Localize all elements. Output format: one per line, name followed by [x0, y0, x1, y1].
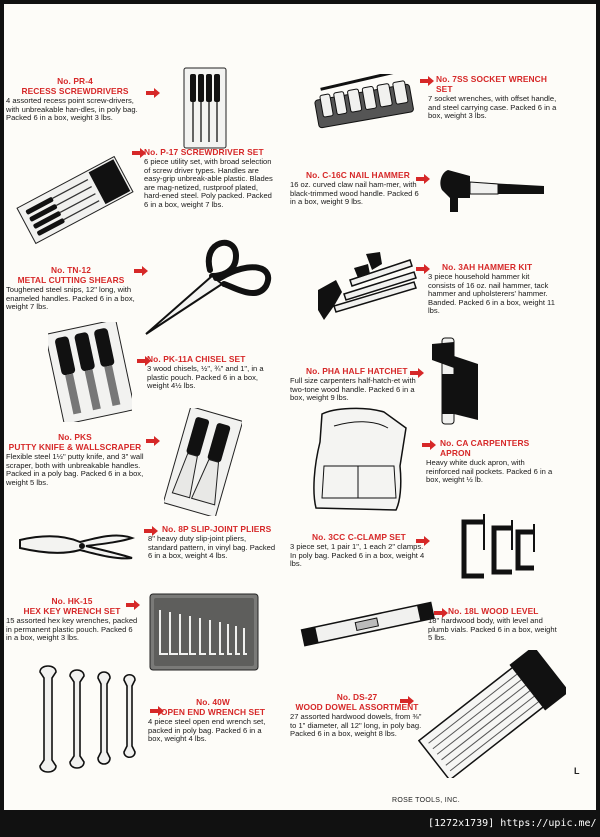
item-description: Flexible steel 1½" putty knife, and 3" wall scraper, both with unbreakable handles. Packed in a poly bag. Packed 6 in a box, weight 5 lbs.	[6, 452, 144, 487]
wood-dowel-assortment-illustration	[418, 650, 566, 778]
red-arrow-icon	[416, 536, 430, 546]
item-p17	[144, 147, 276, 210]
item-description: 4 piece steel open end wrench set, packed in poly bag. Packed 6 in a box, weight 4 lbs.	[148, 717, 266, 744]
item-pha	[290, 366, 420, 403]
item-title: No. C-16C NAIL HAMMER	[306, 170, 410, 180]
item-title: No. HK-15	[51, 596, 93, 606]
half-hatchet-illustration	[424, 334, 484, 428]
item-subtitle: WOOD DOWEL ASSORTMENT	[295, 702, 419, 712]
image-stamp: [1272x1739] https://upic.me/	[428, 818, 597, 829]
screwdriver-set-illustration	[176, 66, 236, 150]
item-description: 3 piece set, 1 pair 1", 1 each 2" clamps. In poly bag. Packed 6 in a box, weight 4 lbs.	[290, 542, 425, 569]
slip-joint-pliers-illustration	[16, 524, 136, 564]
item-title: No. PK-11A CHISEL SET	[147, 354, 246, 364]
item-3ah	[428, 262, 558, 316]
item-description: 4 assorted recess point screw-drivers, with unbreakable han-dles, in poly bag. Packed 6 in a box, weight 3 lbs.	[6, 96, 138, 123]
item-7ss	[428, 74, 558, 121]
red-arrow-icon	[416, 174, 430, 184]
item-title: No. 7SS SOCKET WRENCH SET	[436, 74, 547, 94]
screwdriver-set-card-illustration	[16, 152, 134, 248]
item-title: No. 3AH HAMMER KIT	[442, 262, 533, 272]
item-title: No. PKS	[58, 432, 92, 442]
item-title: No. 40W	[196, 697, 230, 707]
item-40w	[148, 697, 278, 744]
socket-wrench-set-illustration	[310, 74, 418, 136]
c-clamp-set-illustration	[454, 510, 540, 588]
catalog-page	[4, 4, 596, 810]
wood-level-illustration	[298, 600, 438, 650]
item-pks	[6, 432, 144, 487]
nail-hammer-illustration	[436, 164, 548, 216]
item-title: No. TN-12	[51, 265, 91, 275]
item-subtitle: OPEN END WRENCH SET	[160, 707, 266, 717]
red-arrow-icon	[126, 600, 140, 610]
item-pr4	[6, 76, 144, 123]
item-description: 3 piece household hammer kit consists of 16 oz. nail hammer, tack hammer and upholsterers' hammer. Banded. Packed 6 in a box, weight 11 lbs.	[428, 272, 555, 316]
item-description: Full size carpenters half-hatch-et with two-tone wood handle. Packed 6 in a box, weight 9 lbs.	[290, 376, 416, 403]
item-subtitle: PUTTY KNIFE & WALLSCRAPER	[8, 442, 142, 452]
red-arrow-icon	[410, 368, 424, 378]
item-hk15	[6, 596, 138, 643]
item-title: No. PHA HALF HATCHET	[306, 366, 408, 376]
item-tn12	[6, 265, 136, 312]
page-letter: L	[574, 766, 580, 776]
item-description: 27 assorted hardwood dowels, from ⅜" to 1" diameter, all 12" long, in poly bag. Packed 6 in a box, weight 8 lbs.	[290, 712, 422, 739]
item-subtitle: METAL CUTTING SHEARS	[17, 275, 125, 285]
item-description: 15 assorted hex key wrenches, packed in permanent plastic pouch. Packed 6 in a box, weight 3 lbs.	[6, 616, 138, 643]
item-title: No. 8P SLIP-JOINT PLIERS	[162, 524, 272, 534]
item-description: 3 wood chisels, ½", ¾" and 1", in a plastic pouch. Packed 6 in a box, weight 4½ lbs.	[147, 364, 264, 391]
hex-key-set-illustration	[148, 590, 260, 672]
item-title: No. CA CARPENTERS APRON	[440, 438, 530, 458]
item-subtitle: HEX KEY WRENCH SET	[23, 606, 121, 616]
footer-company: ROSE TOOLS, INC.	[392, 797, 460, 804]
red-arrow-icon	[146, 88, 160, 98]
open-end-wrench-illustration	[34, 664, 144, 776]
item-18l	[428, 606, 560, 643]
item-3cc	[290, 532, 426, 569]
item-description: 18" hardwood body, with level and plumb vials. Packed 6 in a box, weight 5 lbs.	[428, 616, 557, 643]
item-title: No. 18L WOOD LEVEL	[448, 606, 539, 616]
item-title: No. 3CC C-CLAMP SET	[312, 532, 406, 542]
hammer-kit-illustration	[314, 250, 424, 330]
item-description: 8" heavy duty slip-joint pliers, standard pattern, in vinyl bag. Packed 6 in a box, weight 4 lbs.	[148, 534, 276, 561]
item-description: 6 piece utility set, with broad selection of screw driver types. Handles are easy-grip unbreak-able plastic. Blades are mag-netized, rustproof plated, hard-ened steel. Poly packed. Packed 6 in a box, weight 7 lbs.	[144, 157, 273, 209]
item-ca	[426, 438, 560, 485]
red-arrow-icon	[400, 696, 414, 706]
item-description: 7 socket wrenches, with offset handle, and steel carrying case. Packed 6 in a box, weight 3 lbs.	[428, 94, 557, 121]
item-c16c	[290, 170, 422, 207]
carpenters-apron-illustration	[304, 406, 420, 518]
red-arrow-icon	[146, 436, 160, 446]
item-title: No. DS-27	[336, 692, 378, 702]
item-subtitle: RECESS SCREWDRIVERS	[21, 86, 129, 96]
item-description: Heavy white duck apron, with reinforced nail pockets. Packed 6 in a box, weight ½ lb.	[426, 458, 553, 485]
item-title: No. PR-4	[57, 76, 93, 86]
chisel-set-illustration	[48, 322, 132, 422]
item-title: No. P-17 SCREWDRIVER SET	[144, 147, 264, 157]
item-description: Toughened steel snips, 12" long, with enameled handles. Packed 6 in a box, weight 7 lbs.	[6, 285, 135, 312]
putty-knife-illustration	[164, 408, 242, 516]
metal-shears-illustration	[140, 230, 280, 338]
item-pk11a	[147, 354, 279, 391]
item-description: 16 oz. curved claw nail ham-mer, with black-trimmed wood handle. Packed 6 in a box, weight 9 lbs.	[290, 180, 419, 207]
item-8p	[148, 524, 276, 561]
